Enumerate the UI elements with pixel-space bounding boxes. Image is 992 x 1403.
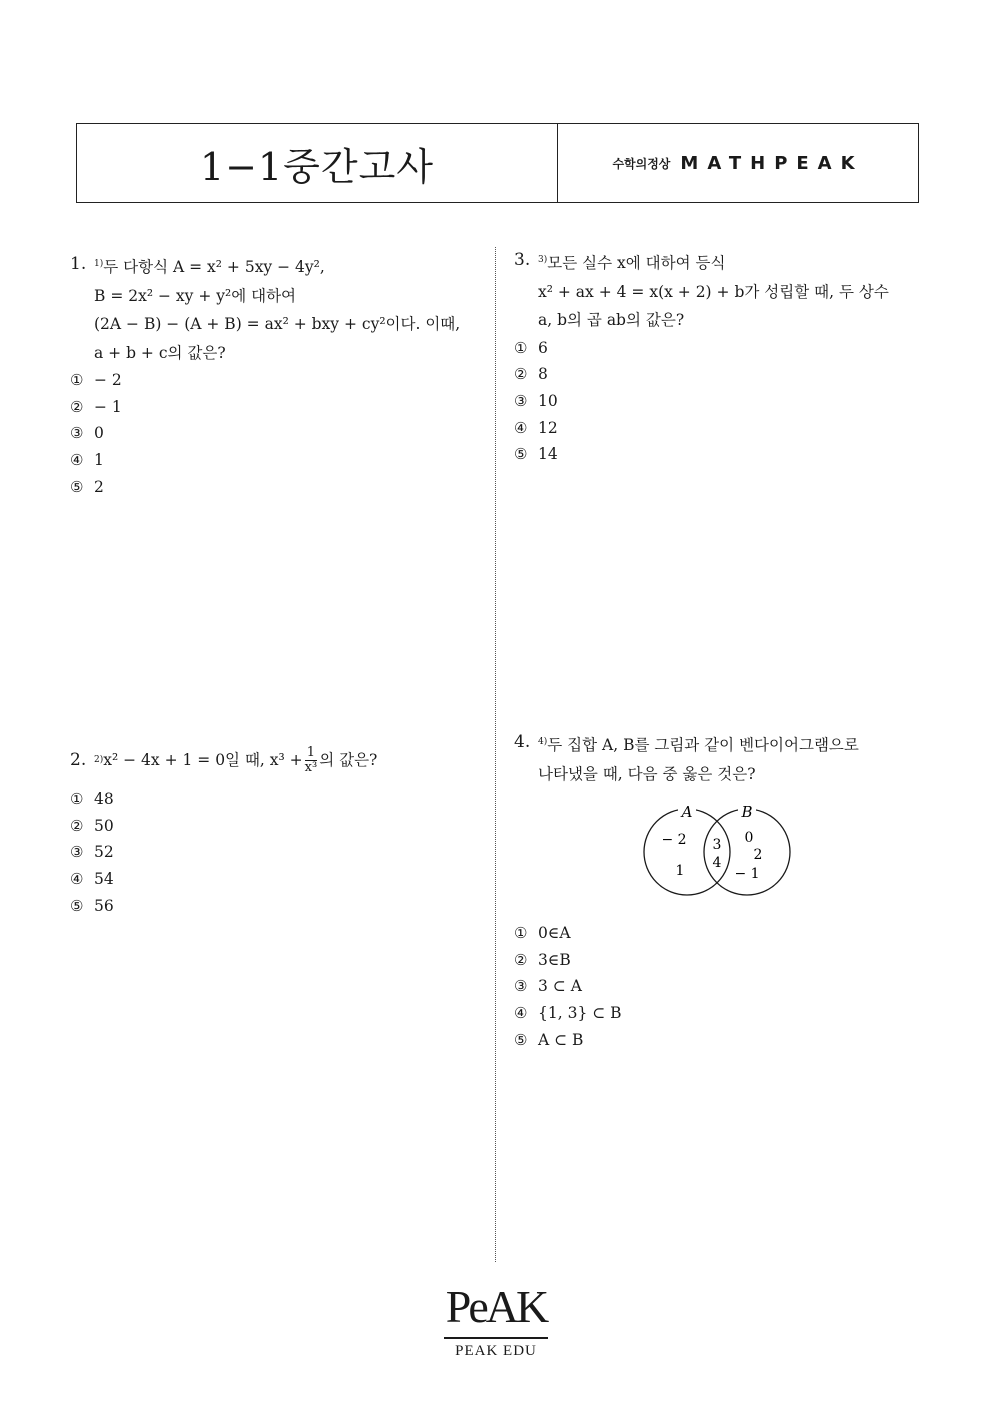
- choice-list: [514, 920, 924, 1053]
- venn-element: 1: [675, 863, 685, 879]
- choice-mark: ⑤: [70, 896, 84, 915]
- choice-mark: ⑤: [514, 445, 528, 464]
- venn-element: 0: [744, 830, 754, 846]
- question-line: a, b의 곱 ab의 값은?: [538, 311, 685, 329]
- choice-mark: ④: [514, 1004, 528, 1023]
- choice-text: {1, 3} ⊂ B: [538, 1004, 622, 1023]
- question-text: 의 값은?: [319, 750, 378, 769]
- choice-text: 14: [538, 445, 558, 464]
- choice-mark: ②: [514, 365, 528, 384]
- choice-3[interactable]: [514, 973, 924, 1000]
- choice-mark: ①: [70, 371, 84, 390]
- question-line: a + b + c의 값은?: [94, 343, 226, 362]
- choice-text: A ⊂ B: [538, 1030, 584, 1049]
- venn-element: − 2: [661, 832, 687, 848]
- choice-4[interactable]: [70, 866, 470, 893]
- choice-1[interactable]: [514, 335, 924, 362]
- title-cell: [77, 124, 558, 202]
- set-a-label: A: [681, 803, 693, 821]
- brand-name: MATHPEAK: [680, 152, 864, 174]
- choice-5[interactable]: [514, 1027, 924, 1054]
- choice-text: 54: [94, 870, 114, 889]
- question-line: 두 다항식 A = x² + 5xy − 4y²,: [103, 258, 325, 276]
- venn-diagram: [640, 800, 800, 900]
- choice-4[interactable]: [514, 415, 924, 442]
- choice-2[interactable]: [70, 394, 470, 421]
- choice-text: 48: [94, 790, 114, 809]
- footnote-marker: 3): [538, 255, 548, 265]
- choice-text: 10: [538, 391, 558, 410]
- exam-title: 1−1중간고사: [199, 144, 435, 189]
- choice-2[interactable]: [70, 813, 470, 840]
- footnote-marker: 2): [94, 754, 104, 765]
- choice-text: 2: [94, 477, 104, 496]
- problem-3: [514, 246, 924, 468]
- exam-header: [76, 123, 919, 203]
- logo-underline: [444, 1337, 548, 1339]
- choice-mark: ①: [514, 338, 528, 357]
- choice-2[interactable]: [514, 361, 924, 388]
- choice-4[interactable]: [514, 1000, 924, 1027]
- choice-list: [70, 786, 470, 919]
- brand-subtitle: 수학의정상: [612, 156, 671, 171]
- question-line: 모든 실수 x에 대하여 등식: [547, 254, 726, 272]
- choice-text: − 1: [94, 397, 122, 416]
- peak-edu-logo: [440, 1278, 552, 1360]
- venn-element: 2: [753, 847, 763, 863]
- venn-element: 4: [712, 855, 722, 871]
- choice-mark: ⑤: [514, 1030, 528, 1049]
- problem-number: 1.: [70, 254, 87, 274]
- fraction: [305, 746, 318, 775]
- choice-4[interactable]: [70, 447, 470, 474]
- problem-2: [70, 740, 470, 919]
- footnote-marker: 1): [94, 259, 104, 269]
- choice-text: 3∈B: [538, 950, 571, 969]
- choice-text: 50: [94, 816, 114, 835]
- choice-mark: ③: [70, 424, 84, 443]
- choice-text: 3 ⊂ A: [538, 977, 582, 996]
- choice-mark: ②: [70, 816, 84, 835]
- choice-mark: ⑤: [70, 477, 84, 496]
- problem-number: 4.: [514, 732, 531, 752]
- question-text: x² − 4x + 1 = 0일 때, x³ +: [103, 750, 303, 769]
- choice-mark: ④: [514, 418, 528, 437]
- choice-2[interactable]: [514, 947, 924, 974]
- choice-mark: ③: [70, 843, 84, 862]
- logo-subtitle: PEAK EDU: [455, 1342, 537, 1359]
- choice-mark: ②: [514, 950, 528, 969]
- choice-5[interactable]: [70, 893, 470, 920]
- choice-mark: ①: [514, 924, 528, 943]
- choice-5[interactable]: [514, 441, 924, 468]
- choice-1[interactable]: [514, 920, 924, 947]
- question-line: B = 2x² − xy + y²에 대하여: [94, 286, 297, 305]
- choice-mark: ④: [70, 870, 84, 889]
- choice-text: 12: [538, 418, 558, 437]
- venn-element: 3: [712, 837, 722, 853]
- choice-mark: ②: [70, 397, 84, 416]
- choice-text: 1: [94, 451, 104, 470]
- problem-1: [70, 250, 470, 500]
- choice-text: − 2: [94, 371, 122, 390]
- choice-list: [70, 367, 470, 500]
- choice-text: 0∈A: [538, 924, 571, 943]
- choice-1[interactable]: [70, 367, 470, 394]
- question-line: 나타냈을 때, 다음 중 옳은 것은?: [538, 764, 756, 783]
- choice-mark: ③: [514, 391, 528, 410]
- choice-3[interactable]: [514, 388, 924, 415]
- logo-wordmark: PeAK: [445, 1281, 547, 1332]
- choice-text: 8: [538, 365, 548, 384]
- choice-text: 56: [94, 896, 114, 915]
- choice-mark: ①: [70, 790, 84, 809]
- question-line: 두 집합 A, B를 그림과 같이 벤다이어그램으로: [547, 736, 859, 754]
- choice-text: 0: [94, 424, 104, 443]
- choice-text: 52: [94, 843, 114, 862]
- choice-1[interactable]: [70, 786, 470, 813]
- choice-5[interactable]: [70, 474, 470, 501]
- column-divider: [495, 247, 496, 1262]
- choice-text: 6: [538, 338, 548, 357]
- problem-number: 3.: [514, 250, 531, 270]
- venn-element: − 1: [734, 866, 760, 882]
- problem-number: 2.: [70, 749, 87, 770]
- choice-mark: ④: [70, 451, 84, 470]
- choice-3[interactable]: [70, 420, 470, 447]
- brand-cell: [558, 124, 918, 202]
- choice-mark: ③: [514, 977, 528, 996]
- set-b-label: B: [741, 803, 753, 821]
- fraction-denominator: x³: [304, 759, 318, 775]
- fraction-numerator: 1: [306, 744, 316, 760]
- footnote-marker: 4): [538, 737, 548, 747]
- choice-list: [514, 335, 924, 468]
- choice-3[interactable]: [70, 839, 470, 866]
- question-line: x² + ax + 4 = x(x + 2) + b가 성립할 때, 두 상수: [538, 282, 889, 301]
- question-line: (2A − B) − (A + B) = ax² + bxy + cy²이다. 이때,: [94, 315, 461, 333]
